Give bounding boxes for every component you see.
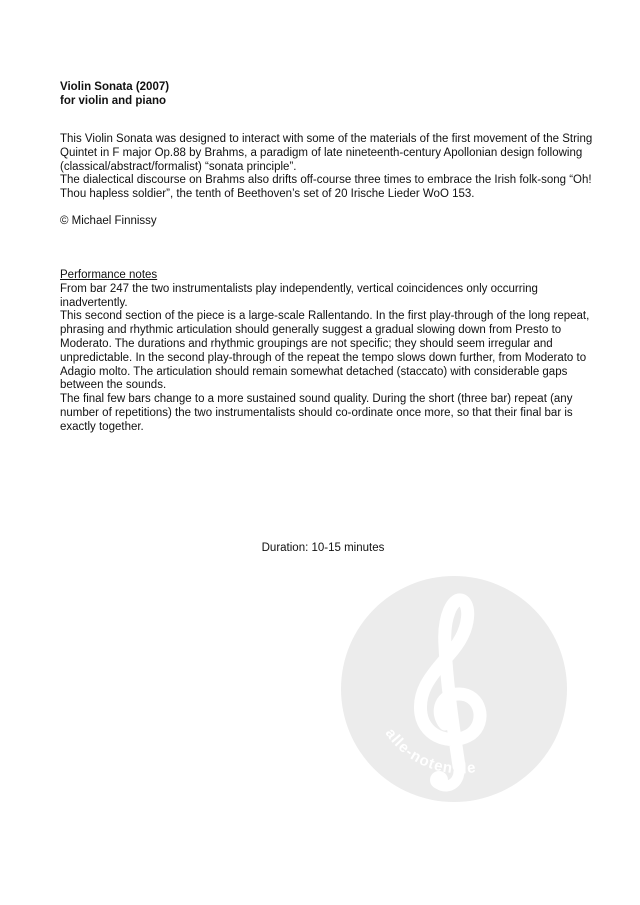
performance-note-paragraph: From bar 247 the two instrumentalists play independently, vertical coincidences only occurring inadvertently. xyxy=(60,282,538,309)
performance-note-paragraph: The final few bars change to a more sustained sound quality. During the short (three bar) repeat (any number of repetitions) the two instrumentalists should co-ordinate once more, so that their final bar is exactly together. xyxy=(60,393,573,433)
duration-text: Duration: 10-15 minutes xyxy=(261,542,385,554)
page-subtitle: for violin and piano xyxy=(60,95,167,107)
intro-paragraph: This Violin Sonata was designed to interact with some of the materials of the first movement of the String Quintet in F major Op.88 by Brahms, a paradigm of late nineteenth-century Apollonian design following (classical/abstract/formalist) “sonata principle”. xyxy=(60,133,593,173)
intro-paragraph: The dialectical discourse on Brahms also drifts off-course three times to embrace the Irish folk-song “Oh! Thou hapless soldier”, the tenth of Beethoven’s set of 20 Irische Lieder WoO 153. xyxy=(60,174,592,201)
performance-note-paragraph: This second section of the piece is a large-scale Rallentando. In the first play-through of the long repeat, phrasing and rhythmic articulation should generally suggest a gradual slowing down from Presto to Moderato. The durations and rhythmic groupings are not specific; they should seem irregular and unpredictable. In the second play-through of the repeat the tempo slows down further, from Moderato to Adagio molto. The articulation should remain somewhat detached (staccato) with considerable gaps between the sounds. xyxy=(60,310,590,392)
introduction xyxy=(60,133,605,202)
page-title: Violin Sonata (2007) xyxy=(60,81,170,93)
performance-notes-heading: Performance notes xyxy=(60,269,158,281)
copyright-notice: © Michael Finnissy xyxy=(60,215,157,227)
watermark-logo xyxy=(341,576,567,802)
title-block xyxy=(60,80,169,108)
watermark-text: alle-noten.de xyxy=(381,725,478,778)
performance-notes xyxy=(60,269,605,435)
